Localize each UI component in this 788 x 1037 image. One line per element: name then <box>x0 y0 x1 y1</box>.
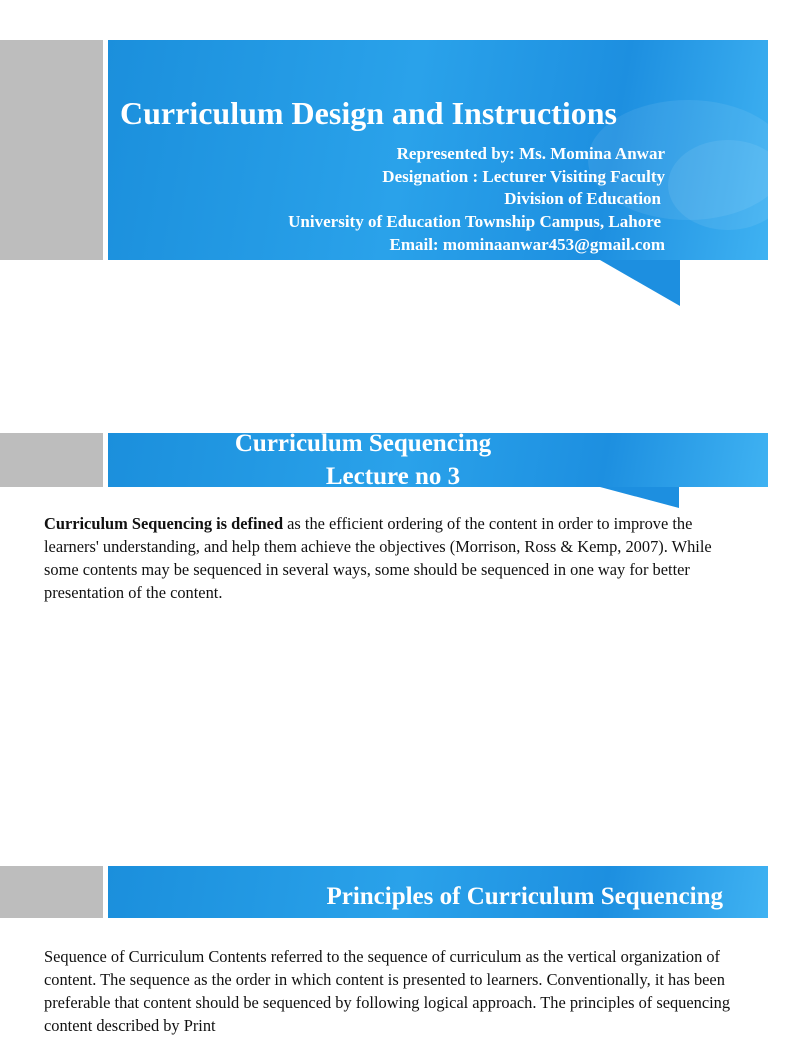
principles-paragraph: Sequence of Curriculum Contents referred to the sequence of curriculum as the vertical organization of content. The sequence as the order in which content is presented to learners. Conventionally, it has been preferable that content should be sequenced by following logical approach. The principles of sequencing content described by Print <box>44 947 731 1035</box>
title-banner <box>108 430 768 490</box>
presenter-name: Represented by: Ms. Momina Anwar <box>396 144 665 163</box>
banner-texture <box>668 140 788 230</box>
sequencing-slide <box>0 430 768 813</box>
slide-title: Principles of Curriculum Sequencing <box>326 883 723 910</box>
title-banner <box>108 866 768 918</box>
definition-term: Curriculum Sequencing is defined <box>44 514 284 533</box>
presentation-title: Curriculum Design and Instructions <box>120 95 617 131</box>
gray-accent-block <box>0 40 103 260</box>
slide-title-main: Curriculum Sequencing <box>234 430 492 457</box>
title-banner <box>108 40 768 260</box>
definition-text: as the efficient ordering of the content in order to improve the learners' understanding, and help them achieve the objectives (Morrison, Ross & Kemp, 2007). While some contents may be sequenced in several ways, some should be sequenced in one way for better presentation of the content. <box>44 514 712 602</box>
definition-paragraph <box>44 512 734 604</box>
lecture-number: Lecture no 3 <box>325 463 461 490</box>
division: Division of Education <box>504 189 661 208</box>
principles-slide <box>0 866 768 1035</box>
banner-tail <box>600 487 679 508</box>
gray-accent-block <box>0 866 103 918</box>
title-slide <box>0 40 768 340</box>
slide-title <box>108 427 768 493</box>
designation: Designation : Lecturer Visiting Faculty <box>382 167 665 186</box>
gray-accent-block <box>0 433 103 487</box>
university: University of Education Township Campus, Lahore <box>288 212 661 231</box>
email: Email: mominaanwar453@gmail.com <box>389 235 665 254</box>
banner-tail <box>600 260 680 306</box>
